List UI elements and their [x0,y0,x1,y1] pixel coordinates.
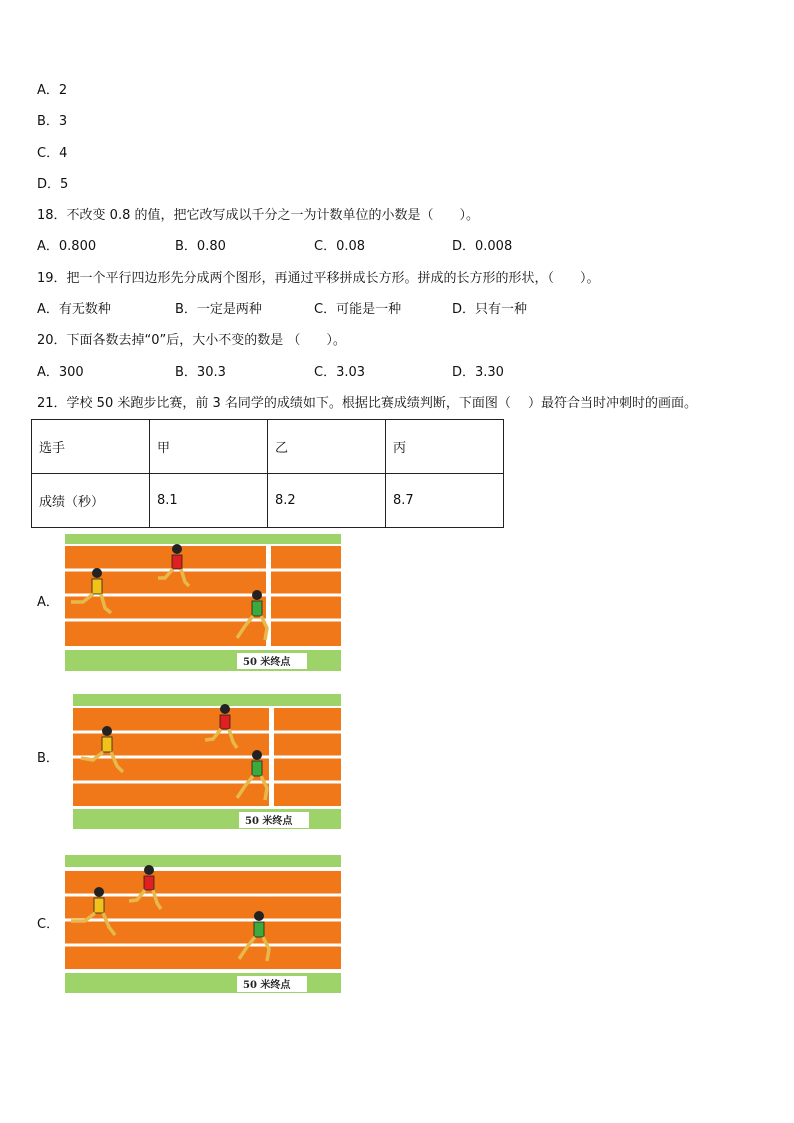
q20-option-b: B．30.3 [175,365,226,380]
picture-b-label: B． [37,751,59,766]
race-picture-c [65,855,341,993]
table-cell: 成绩（秒） [32,474,150,528]
table-cell: 8.7 [386,474,504,528]
prev-option-c: C．4 [37,146,68,161]
q18-option-c: C．0.08 [314,239,366,254]
q18-option-d: D．0.008 [452,239,513,254]
q18-option-a: A．0.800 [37,239,97,254]
finish-label: 50 米终点 [245,816,293,827]
picture-c-label: C． [37,917,60,932]
prev-option-d: D．5 [37,177,69,192]
question-20: 20．下面各数去掉“0”后，大小不变的数是 （ ）。 [37,333,346,348]
grass-strip [65,855,341,867]
q18-option-b: B．0.80 [175,239,226,254]
q20-option-d: D．3.30 [452,365,504,380]
table-header-cell: 甲 [150,420,268,474]
q20-option-a: A．300 [37,365,84,380]
race-picture-b [73,694,341,829]
table-header-cell: 丙 [386,420,504,474]
finish-line [269,708,274,806]
q19-option-b: B．一定是两种 [175,302,262,317]
finish-label: 50 米终点 [243,657,291,668]
table-header-cell: 选手 [32,420,150,474]
finish-label: 50 米终点 [243,980,291,991]
grass-strip [73,694,341,706]
question-21: 21．学校 50 米跑步比赛，前 3 名同学的成绩如下。根据比赛成绩判断，下面图（ ）最符合当时冲刺时的画面。 [37,396,698,411]
q19-option-a: A．有无数种 [37,302,111,317]
results-table [31,419,504,528]
picture-a-label: A． [37,595,59,610]
q19-option-d: D．只有一种 [452,302,528,317]
table-row [32,474,504,528]
table-header-cell: 乙 [268,420,386,474]
prev-option-b: B．3 [37,114,68,129]
grass-strip [65,534,341,544]
prev-option-a: A．2 [37,83,68,98]
table-cell: 8.1 [150,474,268,528]
question-19: 19．把一个平行四边形先分成两个图形，再通过平移拼成长方形。拼成的长方形的形状，（ ）。 [37,271,600,286]
q19-option-c: C．可能是一种 [314,302,402,317]
race-picture-a [65,534,341,671]
table-row [32,420,504,474]
q20-option-c: C．3.03 [314,365,366,380]
question-18: 18．不改变 0.8 的值，把它改写成以千分之一为计数单位的小数是（ ）。 [37,208,479,223]
table-cell: 8.2 [268,474,386,528]
